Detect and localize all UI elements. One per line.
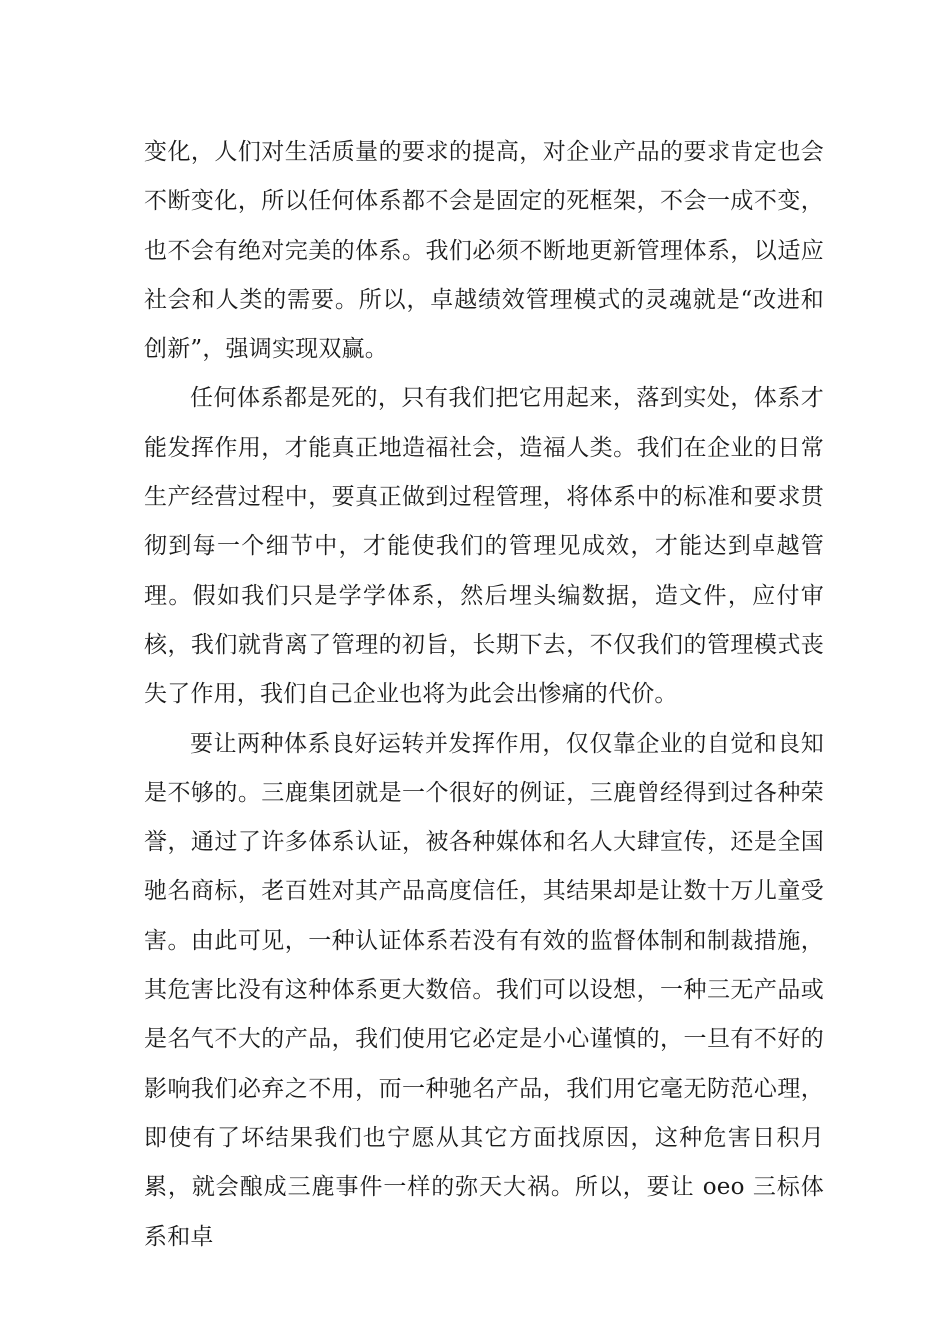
paragraph-system-practice: 任何体系都是死的，只有我们把它用起来，落到实处，体系才能发挥作用，才能真正地造福社会，造福人类。我们在企业的日常生产经营过程中，要真正做到过程管理，将体系中的标准和要求贯彻到每一个细节中，才能使我们的管理见成效，才能达到卓越管理。假如我们只是学学体系，然后埋头编数据，造文件，应付审核，我们就背离了管理的初旨，长期下去，不仅我们的管理模式丧失了作用，我们自己企业也将为此会出惨痛的代价。: [144, 385, 824, 708]
paragraph-sanlu-example: 要让两种体系良好运转并发挥作用，仅仅靠企业的自觉和良知是不够的。三鹿集团就是一个很好的例证，三鹿曾经得到过各种荣誉，通过了许多体系认证，被各种媒体和名人大肆宣传，还是全国驰名商标，老百姓对其产品高度信任，其结果却是让数十万儿童受害。由此可见，一种认证体系若没有有效的监督体制和制裁措施，其危害比没有这种体系更大数倍。我们可以设想，一种三无产品或是名气不大的产品，我们使用它必定是小心谨慎的，一旦有不好的影响我们必弃之不用，而一种驰名产品，我们用它毫无防范心理，即使有了坏结果我们也宁愿从其它方面找原因，这种危害日积月累，就会酿成三鹿事件一样的弥天大祸。所以，要让 oeo 三标体系和卓: [144, 730, 824, 1250]
paragraph-continuation: 变化，人们对生活质量的要求的提高，对企业产品的要求肯定也会不断变化，所以任何体系都不会是固定的死框架，不会一成不变，也不会有绝对完美的体系。我们必须不断地更新管理体系，以适应社会和人类的需要。所以，卓越绩效管理模式的灵魂就是“改进和创新”，强调实现双赢。: [144, 139, 824, 363]
document-body: [144, 128, 824, 1262]
